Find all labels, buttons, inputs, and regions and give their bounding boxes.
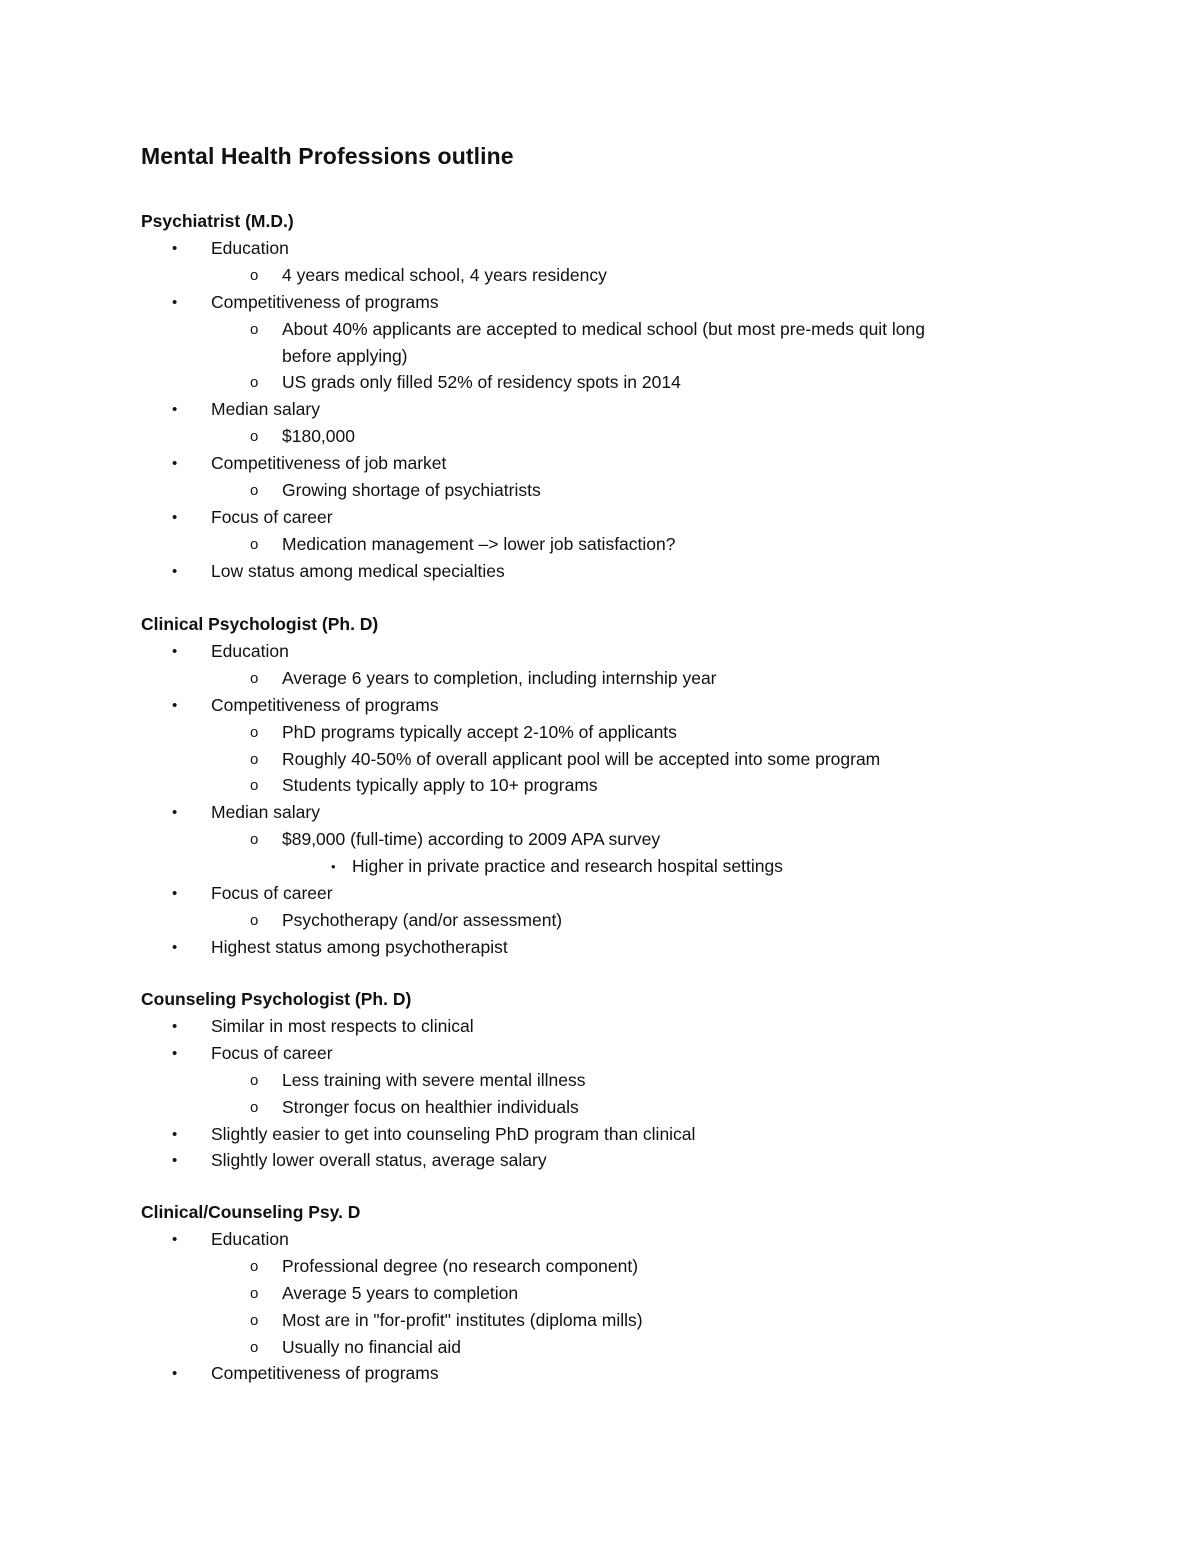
bullet-marker: •: [172, 1125, 178, 1143]
list-item-text: Stronger focus on healthier individuals: [282, 1096, 579, 1117]
bullet-marker: o: [250, 669, 259, 687]
section-heading: Counseling Psychologist (Ph. D): [141, 989, 412, 1009]
bullet-marker: o: [250, 1098, 259, 1116]
bullet-marker: •: [172, 455, 178, 473]
list-item-text: Usually no financial aid: [282, 1336, 461, 1357]
list-item-text: Competitiveness of programs: [211, 694, 439, 715]
section-heading: Clinical Psychologist (Ph. D): [141, 614, 379, 634]
bullet-marker: •: [172, 401, 178, 419]
list-item-text: Roughly 40-50% of overall applicant pool will be accepted into some program: [282, 748, 881, 769]
bullet-marker: o: [250, 482, 259, 499]
list-item-continuation: before applying): [282, 345, 408, 366]
list-item-text: Competitiveness of job market: [211, 453, 447, 474]
bullet-marker: •: [172, 293, 178, 311]
list-item-text: Students typically apply to 10+ programs: [282, 775, 598, 796]
bullet-marker: o: [250, 266, 259, 284]
list-item-text: Medication management –> lower job satisfaction?: [282, 533, 676, 554]
bullet-marker: •: [172, 885, 178, 902]
list-item-text: Less training with severe mental illness: [282, 1069, 586, 1090]
list-item-text: Most are in "for-profit" institutes (diploma mills): [282, 1309, 643, 1330]
list-item-text: Low status among medical specialties: [211, 560, 505, 581]
bullet-marker: •: [172, 696, 178, 714]
bullet-marker: •: [172, 562, 178, 580]
list-item-text: 4 years medical school, 4 years residency: [282, 264, 607, 285]
bullet-marker: o: [250, 911, 259, 929]
bullet-marker: o: [250, 374, 259, 392]
bullet-marker: •: [172, 938, 178, 956]
list-item-text: $180,000: [282, 426, 355, 447]
list-item-text: Competitiveness of programs: [211, 291, 439, 312]
list-item-text: Higher in private practice and research hospital settings: [352, 856, 783, 877]
list-item-text: About 40% applicants are accepted to medical school (but most pre-meds quit long: [282, 318, 925, 339]
bullet-marker: o: [250, 1071, 259, 1089]
bullet-marker: o: [250, 428, 259, 446]
list-item-text: Psychotherapy (and/or assessment): [282, 909, 563, 930]
section-heading: Psychiatrist (M.D.): [141, 211, 294, 231]
list-item-text: Median salary: [211, 399, 320, 420]
section-heading: Clinical/Counseling Psy. D: [141, 1202, 361, 1222]
list-item-text: US grads only filled 52% of residency spots in 2014: [282, 372, 681, 393]
bullet-marker: o: [250, 1257, 259, 1275]
document-title: Mental Health Professions outline: [141, 143, 514, 169]
list-item-text: Focus of career: [211, 506, 333, 527]
list-item-text: Focus of career: [211, 1042, 333, 1063]
list-item-text: PhD programs typically accept 2-10% of applicants: [282, 721, 677, 742]
bullet-marker: o: [250, 1311, 259, 1329]
bullet-marker: •: [172, 1230, 178, 1248]
bullet-marker: •: [172, 239, 178, 257]
bullet-marker: •: [172, 1044, 178, 1062]
bullet-marker: o: [250, 723, 259, 741]
bullet-marker: •: [172, 804, 178, 822]
list-item-text: Similar in most respects to clinical: [211, 1015, 474, 1036]
bullet-marker: •: [331, 859, 336, 875]
bullet-marker: o: [250, 777, 259, 795]
bullet-marker: o: [250, 1338, 259, 1356]
bullet-marker: •: [172, 1152, 178, 1170]
bullet-marker: •: [172, 508, 178, 526]
bullet-marker: •: [172, 642, 178, 660]
bullet-marker: o: [250, 831, 259, 849]
bullet-marker: o: [250, 1284, 259, 1302]
list-item-text: Median salary: [211, 802, 320, 823]
bullet-marker: •: [172, 1365, 178, 1383]
list-item-text: Professional degree (no research component): [282, 1255, 639, 1276]
list-item-text: Growing shortage of psychiatrists: [282, 480, 541, 500]
list-item-text: Focus of career: [211, 883, 333, 903]
list-item-text: Education: [211, 640, 289, 661]
list-item-text: Education: [211, 237, 289, 258]
list-item-text: Competitiveness of programs: [211, 1363, 439, 1384]
bullet-marker: •: [172, 1017, 178, 1035]
list-item-text: $89,000 (full-time) according to 2009 APA survey: [282, 829, 661, 850]
bullet-marker: o: [250, 320, 259, 338]
list-item-text: Slightly lower overall status, average salary: [211, 1150, 547, 1171]
list-item-text: Highest status among psychotherapist: [211, 936, 508, 957]
list-item-text: Average 5 years to completion: [282, 1282, 519, 1303]
list-item-text: Education: [211, 1228, 289, 1249]
list-item-text: Slightly easier to get into counseling PhD program than clinical: [211, 1123, 696, 1144]
list-item-text: Average 6 years to completion, including internship year: [282, 667, 717, 688]
bullet-marker: o: [250, 535, 259, 553]
bullet-marker: o: [250, 750, 259, 768]
